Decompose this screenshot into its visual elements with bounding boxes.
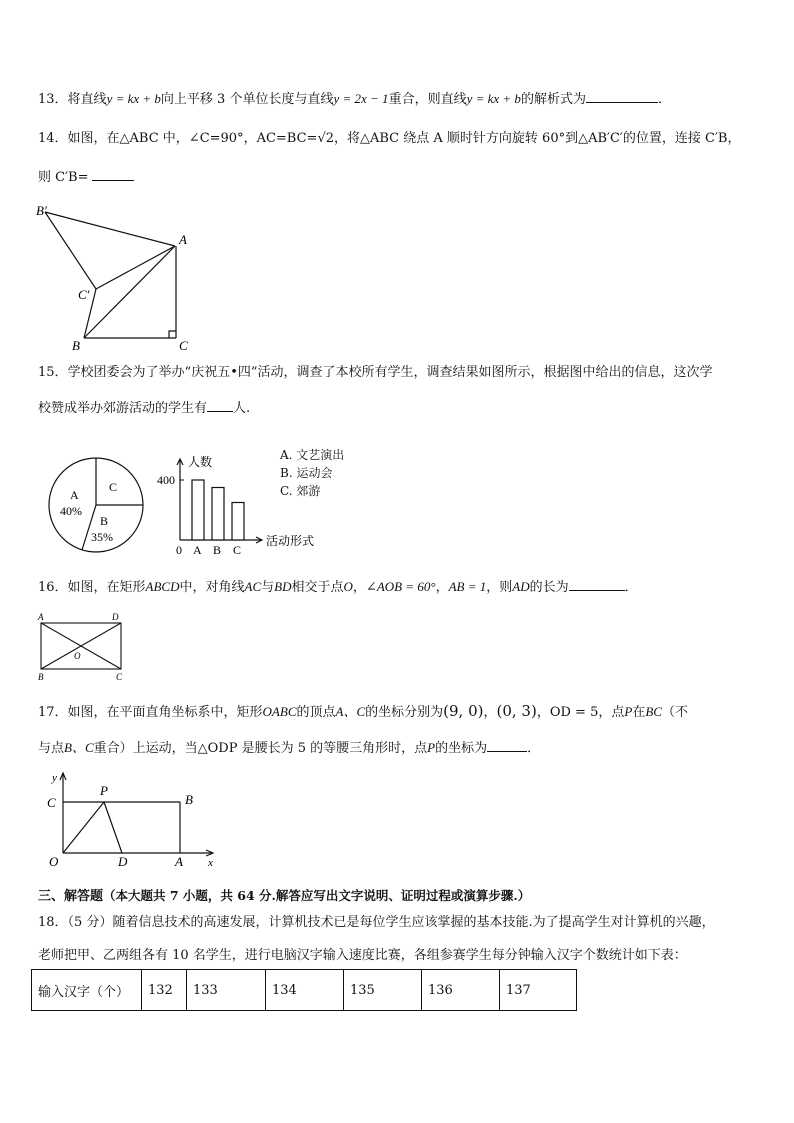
pie-label-b: B: [100, 514, 109, 528]
q15-text-3: 人.: [233, 401, 251, 416]
question-13: [38, 88, 671, 110]
q17-text-9: 重合）上运动，当△ODP 是腰长为 5 的等腰三角形时，点: [93, 741, 428, 756]
label-p: P: [100, 783, 108, 798]
label-y: y: [52, 772, 57, 784]
table-cell: 137: [500, 970, 577, 1011]
q16-text-2: 中，对角线: [179, 580, 245, 595]
question-18-line-2: [38, 946, 687, 966]
q15-answer-blank[interactable]: [207, 397, 233, 412]
label-b: B: [185, 792, 193, 807]
label-b: B: [38, 672, 44, 682]
q17-math-5: B、C: [64, 740, 94, 755]
q17-text-1: 17．如图，在平面直角坐标系中，矩形: [38, 705, 263, 720]
bar-c: [232, 503, 244, 541]
question-17-line-2: [38, 737, 540, 759]
label-d: D: [118, 854, 128, 869]
q13-end: ．: [657, 92, 671, 107]
q13-equation-3: y = kx + b: [466, 91, 521, 106]
q14-triangle-figure: [30, 198, 200, 353]
table-cell: 135: [344, 970, 422, 1011]
q16-math-5: ∠AOB = 60°: [365, 579, 436, 594]
q18-text-1: 18．（5 分）随着信息技术的高速发展，计算机技术已是每位学生应该掌握的基本技能.为了提高学生对计算机的兴趣，: [38, 915, 715, 930]
section-3-title: 三、解答题: [38, 889, 104, 904]
x-tick-label-a: A: [193, 543, 202, 557]
q16-text-3: 与: [261, 580, 275, 595]
q17-text-8: 与点: [38, 741, 65, 756]
pie-value-b: 35%: [91, 530, 113, 544]
q16-math-4: O: [343, 579, 353, 594]
q16-text-7: ，则: [486, 580, 513, 595]
legend-item-b: B. 运动会: [280, 466, 333, 480]
q16-math-2: AC: [244, 579, 262, 594]
q16-math-6: AB = 1: [448, 579, 487, 594]
segment-b-a: [84, 246, 175, 338]
q16-math-3: BD: [274, 579, 292, 594]
label-a: A: [175, 854, 183, 869]
section-3-note: （本大题共 7 小题，共 64 分.解答应写出文字说明、证明过程或演算步骤.）: [103, 888, 531, 903]
question-16: [38, 576, 638, 598]
segment-c1-a: [96, 246, 175, 289]
q16-text-5: ，: [352, 580, 366, 595]
label-d: D: [112, 612, 119, 622]
table-cell: 132: [142, 970, 187, 1011]
label-a: A: [179, 232, 187, 247]
table-cell: 134: [266, 970, 344, 1011]
question-14-line-2: [38, 166, 134, 188]
q14-sqrt-2: √2: [317, 131, 334, 146]
q17-math-6: P: [427, 740, 436, 755]
right-angle-mark: [169, 331, 176, 338]
q13-number: 13．: [38, 92, 68, 107]
q13-text-3: 重合，则直线: [388, 92, 467, 107]
pie-value-a: 40%: [60, 504, 82, 518]
bar-b: [212, 488, 224, 541]
q15-legend: [280, 446, 344, 500]
q17-math-4: BC: [645, 704, 662, 719]
q13-equation-1: y = kx + b: [106, 91, 161, 106]
question-14-line-1: [38, 129, 740, 149]
q16-text-4: 相交于点: [291, 580, 344, 595]
q16-text-6: ，: [435, 580, 449, 595]
label-x: x: [208, 857, 213, 869]
label-o: O: [74, 651, 81, 661]
q17-text-5: ，OD = 5，点: [536, 705, 625, 720]
q14-answer-blank[interactable]: [92, 166, 134, 181]
label-a: A: [38, 612, 44, 622]
q17-coordinate-figure: [40, 768, 225, 873]
pie-label-c: C: [109, 480, 118, 494]
q17-math-3: P: [624, 704, 633, 719]
table-cell: 133: [187, 970, 266, 1011]
section-3-heading: [38, 886, 530, 907]
question-17-line-1: [38, 701, 688, 723]
question-18-line-1: [38, 913, 715, 933]
q18-text-2: 老师把甲、乙两组各有 10 名学生，进行电脑汉字输入速度比赛，各组参赛学生每分钟输入汉字个数统计如下表：: [38, 948, 687, 963]
q16-answer-blank[interactable]: [569, 576, 625, 591]
q17-math-1: OABC: [262, 704, 297, 719]
table-cell: 136: [422, 970, 500, 1011]
q16-math-7: AD: [512, 579, 530, 594]
segment-op: [63, 802, 104, 853]
legend-item-c: C. 郊游: [280, 484, 321, 498]
label-b: B: [72, 338, 80, 353]
label-b-prime: B′: [36, 203, 47, 218]
pie-label-a: A: [70, 488, 79, 502]
q16-text-8: 的长为: [529, 580, 569, 595]
q17-math-2: A、C: [335, 704, 366, 719]
label-c: C: [179, 338, 188, 353]
bar-a: [192, 480, 204, 540]
q13-text-1: 将直线: [67, 92, 107, 107]
table-row: [32, 970, 577, 1011]
q15-text-1: 15．学校团委会为了举办“庆祝五•四”活动，调查了本校所有学生，调查结果如图所示，根据图中给出的信息，这次学: [38, 365, 713, 380]
q13-text-4: 的解析式为: [520, 92, 586, 107]
label-c: C: [116, 672, 123, 682]
q13-equation-2: y = 2x − 1: [333, 91, 389, 106]
question-15-line-1: [38, 363, 713, 383]
q17-text-7: （不: [661, 705, 688, 720]
q17-text-3: 的坐标分别为: [365, 705, 444, 720]
q17-text-2: 的顶点: [296, 705, 336, 720]
origin-label: 0: [176, 543, 182, 557]
question-15-line-2: [38, 397, 250, 419]
label-c: C: [47, 795, 56, 810]
x-tick-label-b: B: [213, 543, 222, 557]
q16-math-1: ABCD: [145, 579, 180, 594]
q17-text-4: ，: [483, 705, 497, 720]
q13-answer-blank[interactable]: [586, 88, 658, 103]
q14-text-1: 14．如图，在△ABC 中，∠C=90°，AC=BC=: [38, 131, 318, 146]
segment-pd: [104, 802, 122, 853]
table-header-cell: 输入汉字（个）: [32, 970, 142, 1011]
legend-item-a: A. 文艺演出: [280, 448, 345, 462]
x-axis-label: 活动形式: [266, 534, 315, 548]
q17-text-6: 在: [632, 705, 646, 720]
label-o: O: [49, 854, 59, 869]
y-tick-400: 400: [157, 473, 175, 487]
x-tick-label-c: C: [233, 543, 242, 557]
q14-text-3: 则 C′B=: [38, 170, 89, 185]
label-c-prime: C′: [78, 287, 90, 302]
q17-answer-blank[interactable]: [487, 737, 527, 752]
q16-rectangle-figure: [34, 610, 130, 684]
q17-point-a: (9, 0): [443, 702, 484, 720]
q14-text-2: ，将△ABC 绕点 A 顺时针方向旋转 60°到△AB′C′的位置，连接 C′B，: [334, 131, 741, 146]
y-axis-label: 人数: [188, 455, 213, 469]
q13-text-2: 向上平移 3 个单位长度与直线: [160, 92, 334, 107]
q16-text-1: 16．如图，在矩形: [38, 580, 146, 595]
q16-end: ．: [624, 580, 638, 595]
q15-text-2: 校赞成举办郊游活动的学生有: [38, 401, 208, 416]
q18-input-table: [31, 969, 577, 1011]
q17-end: ．: [527, 741, 541, 756]
q17-point-c: (0, 3): [496, 702, 537, 720]
q15-pie-chart: [46, 455, 146, 555]
q17-text-10: 的坐标为: [435, 741, 488, 756]
